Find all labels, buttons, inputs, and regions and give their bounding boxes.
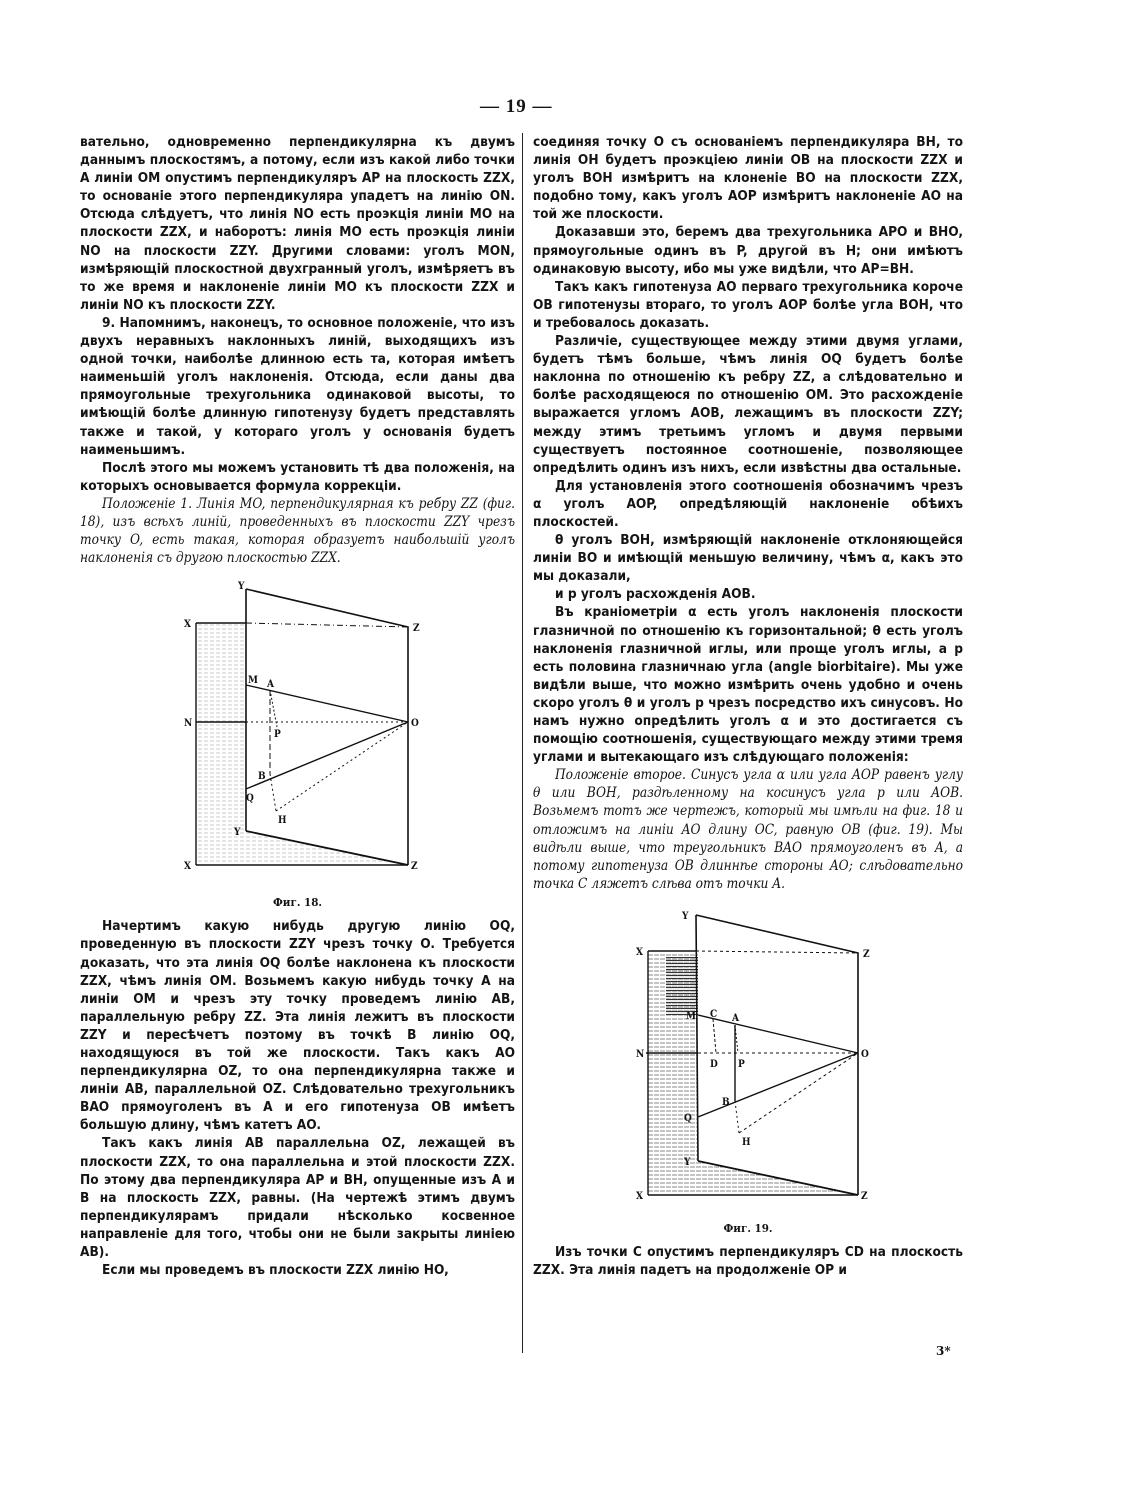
column-divider: [522, 133, 523, 1353]
paragraph: θ уголъ BOH, измѣряющій наклоненіе отклоняющейся линіи BO и имѣющій меньшую величину, чѣмъ α, какъ это мы доказали,: [533, 532, 963, 585]
paragraph: Доказавши это, беремъ два трехугольника APO и BHO, прямоугольные одинъ въ P, другой въ H; они имѣютъ одинаковую высоту, ибо мы уже видѣли, что AP=BH.: [533, 224, 963, 277]
label-Y2: Y: [233, 827, 240, 839]
label-P: P: [273, 729, 281, 741]
page-number: — 19 —: [480, 96, 553, 117]
label-O: O: [410, 718, 419, 730]
label-Y: Y: [237, 581, 244, 593]
label-A: A: [266, 679, 274, 691]
paragraph: и p уголъ расхожденія AOB.: [555, 586, 756, 603]
signature-mark: 3*: [936, 1344, 951, 1358]
label-Q: Q: [684, 1112, 692, 1124]
label-Z: Z: [412, 623, 420, 635]
label-Z2: Z: [861, 1190, 868, 1202]
label-D: D: [710, 1058, 718, 1070]
label-Y: Y: [682, 910, 689, 922]
label-Z: Z: [863, 948, 870, 960]
figure-19-diagram: [618, 905, 878, 1215]
right-column: [533, 133, 963, 1279]
label-Y2: Y: [684, 1156, 691, 1168]
label-N: N: [183, 718, 192, 730]
label-B: B: [722, 1096, 730, 1108]
paragraph: Различіе, существующее между этими двумя углами, будетъ тѣмъ больше, чѣмъ линія OQ будетъ болѣе наклонна по отношенію къ ребру ZZ, а слѣдовательно и болѣе расходящеюся по отношенію OM. Это расхожденіе выражается угломъ AOB, лежащимъ въ плоскости ZZY; между этимъ третьимъ угломъ и двумя первыми существуетъ постоянное соотношеніе, позволяющее опредѣлить одинъ изъ нихъ, если извѣстны два остальные.: [533, 333, 963, 476]
label-X: X: [183, 619, 191, 631]
paragraph: соединяя точку O съ основаніемъ перпендикуляра BH, то линія OH будетъ проэкціею линіи OB на плоскости ZZX и уголъ BOH измѣритъ на клоненіе BO на плоскости ZZX, подобно тому, какъ уголъ AOP измѣритъ наклоненіе AO на той же плоскости.: [533, 134, 963, 223]
label-B: B: [257, 771, 266, 783]
paragraph: Для установленія этого соотношенія обозначимъ чрезъ α уголъ AOP, опредѣляющій наклоненіе обѣихъ плоскостей.: [533, 477, 963, 530]
label-A: A: [732, 1012, 739, 1024]
paragraph: Послѣ этого мы можемъ установить тѣ два положенія, на которыхъ основывается формула коррекціи.: [80, 459, 515, 494]
paragraph: Такъ какъ линія AB параллельна OZ, лежащей въ плоскости ZZX, то она параллельна и этой плоскости ZZX. По этому два перпендикуляра AP и BH, опущенные изъ A и B на плоскость ZZX, равны. (На чертежѣ этимъ двумъ перпендикулярамъ придали нѣсколько косвенное направленіе для того, чтобы они не были закрыты линіею AB).: [80, 1135, 515, 1261]
paragraph: Такъ какъ гипотенуза AO перваго трехугольника короче OB гипотенузы втораго, то уголъ AOP болѣе угла BOH, что и требовалось доказать.: [533, 278, 963, 331]
label-Z2: Z: [410, 861, 418, 873]
paragraph: Въ краніометріи α есть уголъ наклоненія плоскости глазничной по отношенію къ горизонтальной; θ есть уголъ наклоненія глазничной иглы, или проще уголъ иглы, а p есть половина глазничнаю угла (angle biorbitaire). Мы уже видѣли выше, что можно измѣрить очень удобно и очень скоро уголъ θ и уголъ p чрезъ посредство ихъ синусовъ. Но намъ нужно опредѣлить уголъ α и это достигается съ помощію соотношенія, существующаго между этими тремя углами и вытекающаго изъ слѣдующаго положенія:: [533, 604, 963, 766]
label-X2: X: [636, 1190, 643, 1202]
figure-19-caption: Фиг. 19.: [723, 1220, 773, 1235]
label-P: P: [738, 1058, 745, 1070]
label-C: C: [710, 1008, 718, 1020]
left-column: [80, 133, 515, 1279]
paragraph: Если мы проведемъ въ плоскости ZZX линію HO,: [102, 1262, 449, 1279]
label-M: M: [686, 1010, 696, 1022]
proposition-2: Положеніе второе. Синусъ угла α или угла AOP равенъ углу θ или BOH, раздѣленному на косинусъ угла p или AOB. Возьмемъ тотъ же чертежъ, который мы имѣли на фиг. 18 и отложимъ на линіи AO длину OC, равную OB (фиг. 19). Мы видѣли выше, что треугольникъ BAO прямоуголенъ въ A, а потому гипотенуза OB длиннѣе стороны AO; слѣдовательно точка C ляжетъ слѣва отъ точки A.: [533, 767, 963, 892]
paragraph: Изъ точки C опустимъ перпендикуляръ CD на плоскость ZZX. Эта линія падетъ на продолженіе OP и: [533, 1244, 963, 1279]
label-O: O: [861, 1048, 869, 1060]
label-X: X: [636, 946, 643, 958]
figure-18: [80, 579, 515, 911]
label-Q: Q: [245, 793, 254, 805]
paragraph: 9. Напомнимъ, наконецъ, то основное положеніе, что изъ двухъ неравныхъ наклонныхъ линій, выходящихъ изъ одной точки, наиболѣе длинною есть та, которая имѣетъ наименьшій уголъ наклоненія. Отсюда, если даны два прямоугольные трехугольника одинаковой высоты, то имѣющій болѣе длинную гипотенузу будетъ представлять также и такой, у котораго уголъ у основанія будетъ наименьшимъ.: [80, 314, 515, 458]
figure-18-caption: Фиг. 18.: [272, 895, 323, 910]
figure-18-diagram: [168, 579, 428, 889]
label-M: M: [247, 675, 258, 687]
proposition-1: Положеніе 1. Линія MO, перпендикулярная къ ребру ZZ (фиг. 18), изъ всѣхъ линій, проведенныхъ въ плоскости ZZY чрезъ точку O, есть такая, которая образуетъ наибольшій уголъ наклоненія съ другою плоскостью ZZX.: [80, 495, 515, 567]
label-H: H: [742, 1136, 751, 1148]
label-H: H: [277, 815, 287, 827]
paragraph: вательно, одновременно перпендикулярна къ двумъ даннымъ плоскостямъ, а потому, если изъ какой либо точки A линіи OM опустимъ перпендикуляръ AP на плоскость ZZX, то основаніе этого перпендикуляра упадетъ на линію ON. Отсюда слѣдуетъ, что линія NO есть проэкція линіи MO на плоскости ZZX, и наборотъ: линія MO есть проэкція линіи NO на плоскости ZZY. Другими словами: уголъ MON, измѣряющій плоскостной двухгранный уголъ, измѣряетъ въ то же время и наклоненіе линіи MO къ плоскости ZZX и линіи NO къ плоскости ZZY.: [80, 134, 515, 313]
label-N: N: [636, 1048, 645, 1060]
paragraph: Начертимъ какую нибудь другую линію OQ, проведенную въ плоскости ZZY чрезъ точку O. Требуется доказать, что эта линія OQ болѣе наклонена къ плоскости ZZX, чѣмъ линія OM. Возьмемъ какую нибудь точку A на линіи OM и чрезъ эту точку проведемъ линію AB, параллельную ребру ZZ. Эта линія лежитъ въ плоскости ZZY и пересѣчетъ поэтому въ точкѣ B линію OQ, находящуюся въ той же плоскости. Такъ какъ AO перпендикулярна OZ, то она перпендикулярна также и линіи AB, параллельной OZ. Слѣдовательно трехугольникъ BAO прямоуголенъ въ A и его гипотенуза OB имѣетъ большую длину, чѣмъ катетъ AO.: [80, 918, 515, 1134]
label-X2: X: [183, 861, 191, 873]
figure-19: [533, 905, 963, 1237]
